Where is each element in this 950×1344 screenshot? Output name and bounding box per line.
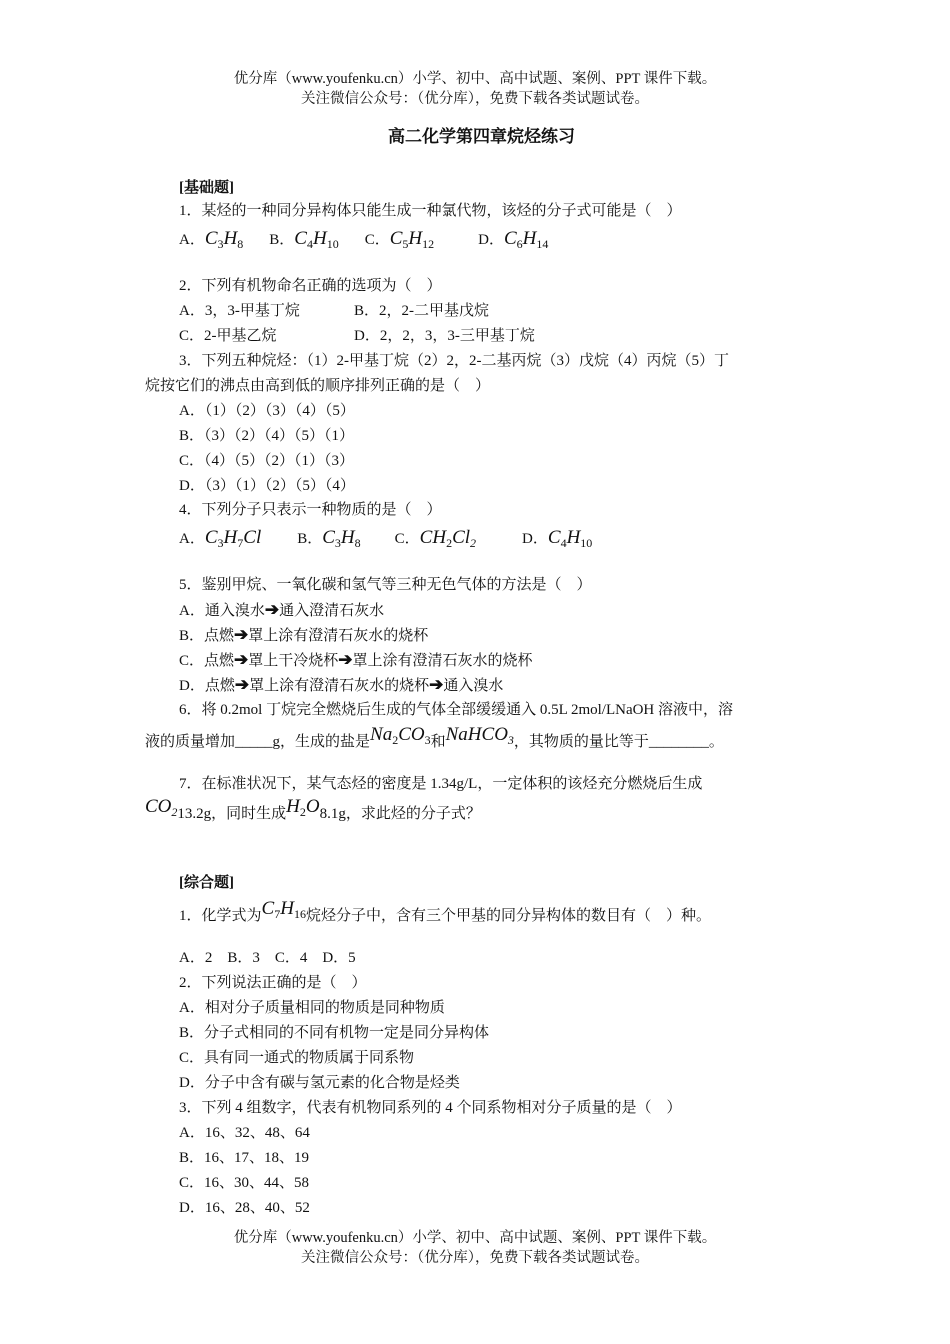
page-title: 高二化学第四章烷烃练习	[388, 127, 575, 146]
formula-c3h8-q4: $C_3H_8$	[322, 527, 361, 550]
q5-stem: 5．鉴别甲烷、一氧化碳和氢气等三种无色气体的方法是（ ）	[179, 577, 592, 593]
header-line-1: 优分库（www.youfenku.cn）小学、初中、高中试题、案例、PPT 课件下载。	[233, 71, 717, 87]
q5-option-d: D．点燃➔罩上涂有澄清石灰水的烧杯➔通入溴水	[179, 675, 504, 694]
header-line-2: 关注微信公众号：（优分库），免费下载各类试题试卷。	[301, 91, 649, 107]
q3-stem-2: 烷按它们的沸点由高到低的顺序排列正确的是（ ）	[145, 378, 491, 394]
q2-option-d: D．2，2，3，3-三甲基丁烷	[354, 328, 535, 344]
cq3-option-d: D．16、28、40、52	[179, 1200, 310, 1216]
q3-option-d: D．（3）（1）（2）（5）（4）	[179, 478, 355, 494]
q3-option-b: B．（3）（2）（4）（5）（1）	[179, 428, 355, 444]
cq3-option-a: A．16、32、48、64	[179, 1125, 310, 1141]
arrow-right-icon: ➔	[429, 675, 444, 694]
formula-na2co3: $Na_2CO_3$	[370, 724, 431, 747]
formula-h2o: $H_2O$	[286, 796, 320, 819]
formula-c5h12: $C_5H_{12}$	[389, 228, 435, 251]
arrow-right-icon: ➔	[234, 675, 250, 694]
cq2-option-c: C．具有同一通式的物质属于同系物	[179, 1050, 415, 1066]
cq2-option-a: A．相对分子质量相同的物质是同种物质	[179, 1000, 445, 1016]
q5-option-c: C．点燃➔罩上干冷烧杯➔罩上涂有澄清石灰水的烧杯	[179, 650, 533, 669]
q3-stem-1: 3．下列五种烷烃：（1）2-甲基丁烷（2）2，2-二基丙烷（3）戊烷（4）丙烷（5）丁	[179, 353, 729, 369]
q4-options: A．$C_3H_7Cl$ B．$C_3H_8$ C．$CH_2Cl_2$ D．$C_4H_{10}$	[179, 527, 593, 550]
q3-option-a: A．（1）（2）（3）（4）（5）	[179, 403, 355, 419]
q3-option-c: C．（4）（5）（2）（1）（3）	[179, 453, 355, 469]
formula-c4h10: $C_4H_{10}$	[294, 228, 339, 251]
q2-option-b: B．2，2-二甲基戊烷	[354, 303, 490, 319]
q6-line-1: 6．将 0.2mol 丁烷完全燃烧后生成的气体全部缓缓通入 0.5L 2mol/LNaOH 溶液中，溶	[179, 702, 734, 718]
section-heading-combined: [综合题]	[179, 875, 234, 891]
q2-option-c: C．2-甲基乙烷	[179, 328, 277, 344]
q1-options: A．$C_3H_8$ B．$C_4H_{10}$ C．$C_5H_{12}$ D．$C_6H_{14}$	[179, 228, 549, 251]
arrow-right-icon: ➔	[338, 650, 353, 669]
footer-line-2: 关注微信公众号：（优分库），免费下载各类试题试卷。	[301, 1250, 649, 1266]
formula-c4h10-q4: $C_4H_{10}$	[547, 527, 593, 550]
formula-c3h7cl: $C_3H_7Cl$	[204, 527, 262, 550]
q2-stem: 2．下列有机物命名正确的选项为（ ）	[179, 278, 442, 294]
cq1-options: A．2 B．3 C．4 D．5	[179, 950, 356, 966]
arrow-right-icon: ➔	[234, 650, 249, 669]
cq3-option-c: C．16、30、44、58	[179, 1175, 310, 1191]
q5-option-a: A．通入溴水➔通入澄清石灰水	[179, 600, 385, 619]
footer-line-1: 优分库（www.youfenku.cn）小学、初中、高中试题、案例、PPT 课件下载。	[233, 1230, 717, 1246]
q5-option-b: B．点燃➔罩上涂有澄清石灰水的烧杯	[179, 625, 429, 644]
q6-line-2: 液的质量增加_____g，生成的盐是$Na_2CO_3$和NaHCO$_3$，其物质的量比等于________。	[145, 724, 724, 750]
q7-line-2: $CO_213.2g$，同时生成$H_2O8.1g$，求此烃的分子式？	[145, 796, 481, 822]
q1-stem: 1．某烃的一种同分异构体只能生成一种氯代物，该烃的分子式可能是（ ）	[179, 203, 682, 219]
formula-c7h16: $C_7H_{16}$	[261, 898, 306, 921]
formula-c6h14: $C_6H_{14}$	[503, 228, 549, 251]
cq2-option-d: D．分子中含有碳与氢元素的化合物是烃类	[179, 1075, 460, 1091]
formula-c3h8: $C_3H_8$	[204, 228, 244, 251]
cq1-stem: 1．化学式为$C_7H_{16}$烷烃分子中，含有三个甲基的同分异构体的数目有（ ）种。	[179, 898, 711, 924]
q4-stem: 4．下列分子只表示一种物质的是（ ）	[179, 502, 442, 518]
formula-nahco3: NaHCO$_3$	[445, 724, 514, 747]
arrow-right-icon: ➔	[264, 600, 280, 619]
arrow-right-icon: ➔	[234, 625, 249, 644]
section-heading-basic: [基础题]	[179, 180, 234, 196]
cq2-option-b: B．分子式相同的不同有机物一定是同分异构体	[179, 1025, 490, 1041]
cq3-option-b: B．16、17、18、19	[179, 1150, 310, 1166]
cq2-stem: 2．下列说法正确的是（ ）	[179, 975, 367, 991]
formula-ch2cl2: $CH_2Cl_2$	[419, 527, 477, 550]
formula-co2: $CO_2$	[145, 796, 178, 819]
cq3-stem: 3．下列 4 组数字，代表有机物同系列的 4 个同系物相对分子质量的是（ ）	[179, 1100, 682, 1116]
q7-line-1: 7．在标准状况下，某气态烃的密度是 1.34g/L，一定体积的该烃充分燃烧后生成	[179, 776, 703, 792]
q2-option-a: A．3，3-甲基丁烷	[179, 303, 300, 319]
